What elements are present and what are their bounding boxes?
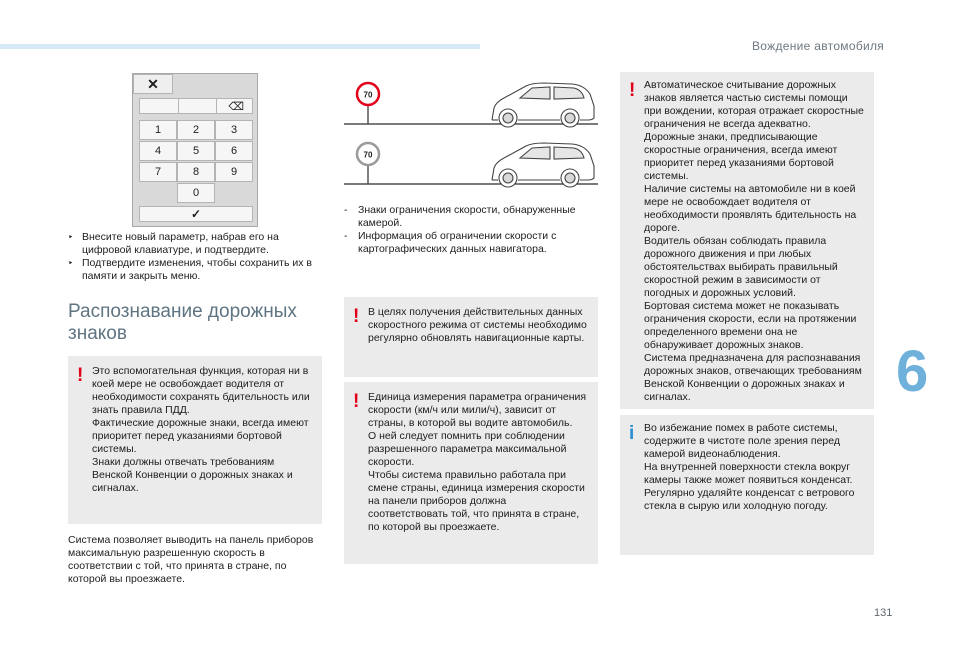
warning-box-auto [620,72,874,409]
header-bar [0,44,480,49]
speed-sign-red [357,83,379,124]
key-8: 8 [177,162,215,182]
key-7: 7 [139,162,177,182]
warning-icon: ! [629,80,636,101]
sign-label: 70 [363,90,373,100]
warning-text: Это вспомогательная функция, которая ни в коей мере не освобождает водителя от необходимости сохранять бдительность или знать правила ПДД. Фактические дорожные знаки, всегда имеют приоритет перед указаниями бортовой системы. Знаки должны отвечать требованиям Венской Конвенции о дорожных знаках и сигналах. [92,365,310,494]
warning-text: Автоматическое считывание дорожных знаков является частью системы помощи при вождении, которая отражает скоростные ограничения не всегда адекватно. Дорожные знаки, предписывающие скоростные ограничения, всегда имеют приоритет перед указаниями бортовой системы. Наличие системы на автомобиле ни в коей мере не освобождает водителя от необходимости проявлять бдительность на дороге. Водитель обязан соблюдать правила дорожного движения и при любых обстоятельствах выбирать правильный скоростной режим в зависимости от погодных и дорожных условий. Бортовая система может не показывать ограничения скорости, если на протяжении определенного времени она не обнаруживает дорожных знаков. Система предназначена для распознавания дорожных знаков, отвечающих требованиям Венской Конвенции о дорожных знаках и сигналах. [644,79,864,403]
body-text: Система позволяет выводить на панель приборов максимальную разрешенную скорость в соответствии с той, что принята в стране, по которой вы проезжаете. [68,534,314,585]
warning-box-intro [68,356,322,524]
key-5: 5 [177,141,215,161]
info-text: Во избежание помех в работе системы, содержите в чистоте поле зрения перед камерой видеонаблюдения. На внутренней поверхности стекла вокруг камеры также может появиться конденсат. Регулярно удаляйте конденсат с ветрового стекла в сырую или холодную погоду. [644,422,855,512]
key-0: 0 [177,183,215,203]
source-list [344,204,598,256]
warning-box-update [344,297,598,377]
numeric-keypad [132,73,258,227]
section-header: Вождение автомобиля [752,39,885,53]
source-item: - Знаки ограничения скорости, обнаруженные камерой. [344,204,598,230]
instruction-list [68,231,326,283]
speed-sign-illustration [344,72,598,188]
instruction-item: ‣ Внесите новый параметр, набрав его на цифровой клавиатуре, и подтвердите. [68,231,326,257]
warning-icon: ! [77,365,84,386]
info-box-camera [620,415,874,555]
speed-sign-grey [357,143,379,184]
key-4: 4 [139,141,177,161]
section-title: Распознавание дорожных знаков [68,301,297,344]
warning-icon: ! [353,306,360,327]
key-9: 9 [215,162,253,182]
keypad-display [139,98,253,114]
confirm-icon: ✓ [139,206,253,222]
car-icon [492,83,594,187]
warning-text: В целях получения действительных данных скоростного режима от системы необходимо регулярно обновлять навигационные карты. [368,306,587,344]
warning-icon: ! [353,391,360,412]
key-3: 3 [215,120,253,140]
warning-text: Единица измерения параметра ограничения скорости (км/ч или мили/ч), зависит от страны, в которой вы водите автомобиль. О ней следует помнить при соблюдении разрешенного параметра максимальной скорости. Чтобы система правильно работала при смене страны, единица измерения скорости на панели приборов должна соответствовать той, что принята в стране, по которой вы проезжаете. [368,391,587,533]
page-number: 131 [874,607,893,619]
backspace-icon: ⌫ [228,101,244,113]
key-2: 2 [177,120,215,140]
close-icon: ✕ [133,74,173,94]
key-1: 1 [139,120,177,140]
key-6: 6 [215,141,253,161]
source-item: - Информация об ограничении скорости с картографических данных навигатора. [344,230,598,256]
warning-box-units [344,382,598,564]
info-icon: i [629,423,635,444]
chapter-number: 6 [896,339,929,404]
sign-label: 70 [363,150,373,160]
instruction-item: ‣ Подтвердите изменения, чтобы сохранить их в памяти и закрыть меню. [68,257,326,283]
